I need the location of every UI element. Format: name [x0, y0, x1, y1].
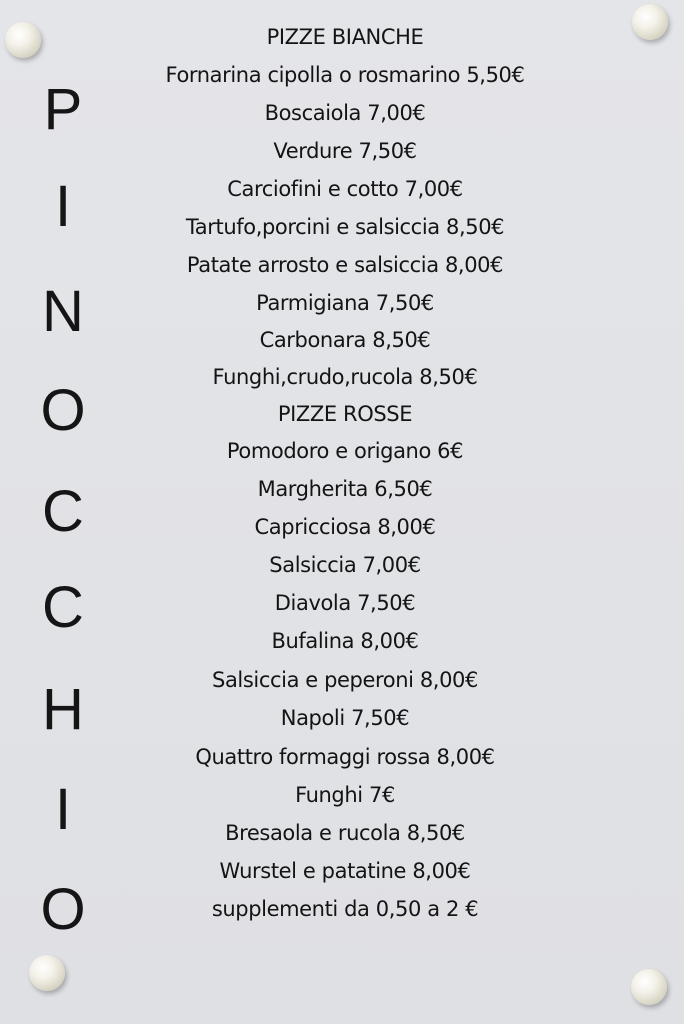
menu-item: Carbonara 8,50€ — [259, 328, 431, 352]
menu-item: Margherita 6,50€ — [257, 477, 433, 501]
menu-item: Bufalina 8,00€ — [271, 629, 419, 653]
menu-list — [110, 19, 580, 929]
title-letter: I — [54, 777, 72, 842]
menu-item: Diavola 7,50€ — [274, 591, 416, 615]
title-letter: N — [42, 279, 84, 344]
menu-item: Napoli 7,50€ — [280, 706, 410, 730]
menu-item: Verdure 7,50€ — [273, 139, 417, 163]
title-letter: O — [40, 378, 86, 443]
menu-item: Tartufo,porcini e salsiccia 8,50€ — [185, 215, 505, 239]
section-heading-bianche: PIZZE BIANCHE — [266, 25, 424, 49]
pushpin-icon — [5, 22, 41, 58]
title-letter: H — [42, 677, 84, 742]
restaurant-name-vertical — [20, 70, 106, 950]
menu-item: Funghi,crudo,rucola 8,50€ — [212, 365, 478, 389]
menu-item: Capricciosa 8,00€ — [254, 515, 436, 539]
menu-item: Quattro formaggi rossa 8,00€ — [195, 745, 495, 769]
pushpin-icon — [29, 955, 65, 991]
section-heading-rosse: PIZZE ROSSE — [277, 402, 413, 426]
title-letter: C — [42, 575, 84, 640]
menu-item: Pomodoro e origano 6€ — [226, 439, 464, 463]
menu-item: Funghi 7€ — [295, 783, 395, 807]
menu-item: Parmigiana 7,50€ — [256, 291, 434, 315]
pushpin-icon — [631, 969, 667, 1005]
title-letter: O — [40, 877, 86, 942]
title-letter: I — [54, 174, 72, 239]
supplements-note: supplementi da 0,50 a 2 € — [211, 897, 479, 921]
pushpin-icon — [632, 4, 668, 40]
menu-item: Salsiccia e peperoni 8,00€ — [212, 668, 478, 692]
menu-item: Salsiccia 7,00€ — [269, 553, 421, 577]
menu-item: Fornarina cipolla o rosmarino 5,50€ — [165, 63, 525, 87]
menu-item: Patate arrosto e salsiccia 8,00€ — [186, 253, 504, 277]
menu-item: Wurstel e patatine 8,00€ — [219, 859, 471, 883]
menu-item: Carciofini e cotto 7,00€ — [227, 177, 463, 201]
title-letter: C — [42, 479, 84, 544]
menu-item: Boscaiola 7,00€ — [264, 101, 426, 125]
title-letter: P — [43, 77, 83, 142]
menu-item: Bresaola e rucola 8,50€ — [225, 821, 465, 845]
